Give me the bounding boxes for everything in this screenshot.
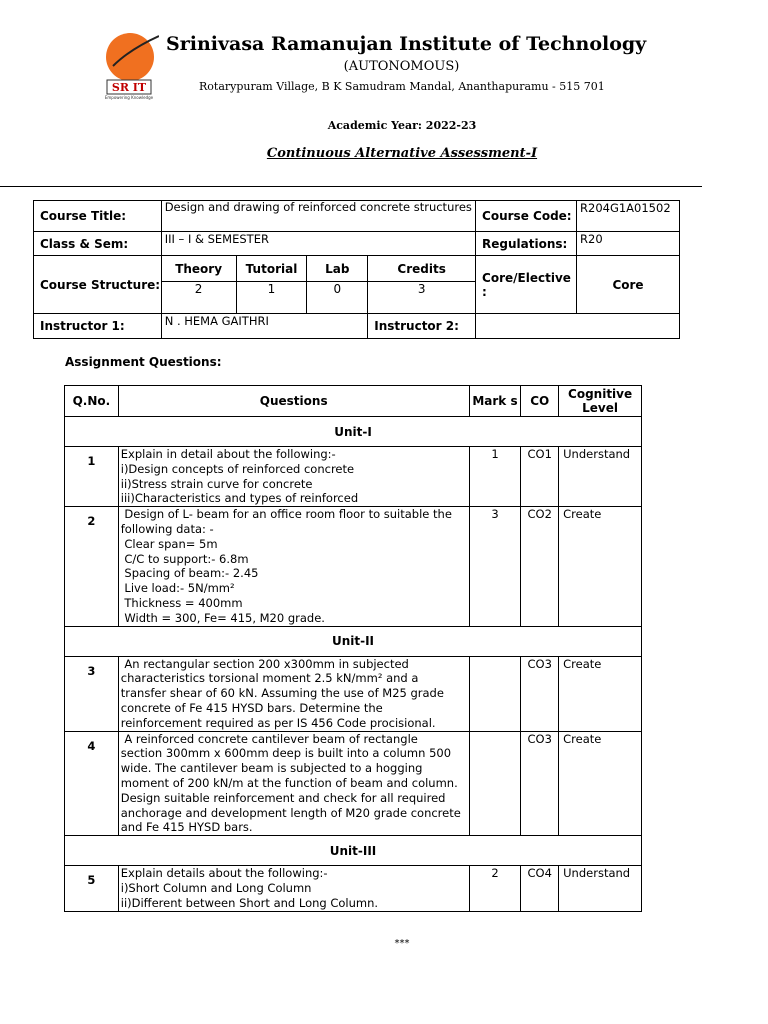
question-number: 5 [65, 866, 119, 911]
structure-value-lab: 0 [307, 282, 368, 314]
regulations-value: R20 [577, 232, 680, 256]
regulations-label: Regulations: [476, 232, 577, 256]
course-title-value: Design and drawing of reinforced concrete structures [161, 201, 475, 232]
institute-address: Rotarypuram Village, B K Samudram Mandal, Ananthapuramu - 515 701 [199, 80, 605, 93]
structure-value-theory: 2 [161, 282, 236, 314]
academic-year: Academic Year: 2022-23 [327, 119, 477, 132]
structure-value-tutorial: 1 [236, 282, 307, 314]
unit-header: Unit-I [65, 417, 642, 447]
question-line: characteristics torsional moment 2.5 kN/mm² and a [120, 671, 419, 686]
header-cognitive-level: Cognitive Level [559, 386, 642, 417]
question-marks: 3 [469, 507, 521, 626]
question-co: CO1 [521, 447, 559, 507]
question-line: Live load:- 5N/mm² [120, 581, 235, 596]
question-row [65, 866, 642, 911]
core-elective-value: Core [577, 256, 680, 314]
question-co: CO3 [521, 656, 559, 731]
question-line: C/C to support:- 6.8m [120, 551, 249, 566]
question-marks [469, 731, 521, 836]
question-co: CO3 [521, 731, 559, 836]
course-code-label: Course Code: [476, 201, 577, 232]
question-line: and Fe 415 HYSD bars. [120, 820, 253, 835]
question-line: Explain in detail about the following:- [120, 447, 336, 461]
questions-table [64, 385, 642, 912]
question-marks: 2 [469, 866, 521, 911]
question-line: A reinforced concrete cantilever beam of rectangle [120, 731, 418, 746]
header-questions: Questions [118, 386, 469, 417]
question-text [118, 447, 469, 507]
course-code-value: R204G1A01502 [577, 201, 680, 232]
structure-header-credits: Credits [368, 256, 476, 282]
assessment-title: Continuous Alternative Assessment-I [266, 146, 538, 161]
header-marks: Mark s [469, 386, 521, 417]
question-line: Explain details about the following:- [120, 866, 328, 881]
question-line: anchorage and development length of M20 grade concrete [120, 805, 461, 820]
logo-text: SR IT [111, 81, 147, 94]
question-number: 1 [65, 447, 119, 507]
question-text [118, 731, 469, 836]
autonomous-label: (AUTONOMOUS) [343, 59, 460, 74]
question-line: reinforcement required as per IS 456 Code procisional. [120, 715, 436, 730]
institute-name: Srinivasa Ramanujan Institute of Technology [166, 33, 647, 55]
question-line: Thickness = 400mm [120, 595, 243, 610]
question-line: i)Design concepts of reinforced concrete [120, 461, 355, 476]
question-row [65, 447, 642, 507]
class-sem-value: III – I & SEMESTER [161, 232, 475, 256]
instructor2-value [476, 314, 680, 339]
header-qno: Q.No. [65, 386, 119, 417]
question-line: An rectangular section 200 x300mm in subjected [120, 656, 409, 671]
header-divider [0, 186, 702, 187]
course-structure-label: Course Structure: [34, 256, 162, 314]
structure-header-lab: Lab [307, 256, 368, 282]
question-text [118, 507, 469, 626]
question-marks: 1 [469, 447, 521, 507]
class-sem-label: Class & Sem: [34, 232, 162, 256]
instructor1-label: Instructor 1: [34, 314, 162, 339]
question-line: Design suitable reinforcement and check for all required [120, 790, 446, 805]
question-cognitive-level: Create [559, 731, 642, 836]
question-number: 4 [65, 731, 119, 836]
question-line: i)Short Column and Long Column [120, 880, 312, 895]
instructor1-value: N . HEMA GAITHRI [161, 314, 368, 339]
question-cognitive-level: Understand [559, 866, 642, 911]
question-row [65, 507, 642, 626]
question-line: ii)Different between Short and Long Column. [120, 895, 379, 910]
structure-header-tutorial: Tutorial [236, 256, 307, 282]
course-info-table [33, 200, 680, 339]
question-co: CO2 [521, 507, 559, 626]
course-title-label: Course Title: [34, 201, 162, 232]
question-marks [469, 656, 521, 731]
unit-header: Unit-III [65, 836, 642, 866]
core-elective-label: Core/Elective : [476, 256, 577, 314]
question-line: ii)Stress strain curve for concrete [120, 476, 313, 491]
question-co: CO4 [521, 866, 559, 911]
question-line: Width = 300, Fe= 415, M20 grade. [120, 610, 325, 625]
question-line: concrete of Fe 415 HYSD bars. Determine the [120, 700, 383, 715]
structure-header-theory: Theory [161, 256, 236, 282]
question-number: 3 [65, 656, 119, 731]
question-cognitive-level: Understand [559, 447, 642, 507]
question-line: Spacing of beam:- 2.45 [120, 566, 259, 581]
question-row [65, 731, 642, 836]
question-line: Clear span= 5m [120, 536, 218, 551]
header-co: CO [521, 386, 559, 417]
instructor2-label: Instructor 2: [368, 314, 476, 339]
question-text [118, 866, 469, 911]
question-line: following data: - [120, 521, 214, 536]
footer-stars: *** [394, 938, 410, 949]
question-line: moment of 200 kN/m at the function of beam and column. [120, 775, 458, 790]
question-text [118, 656, 469, 731]
question-line: section 300mm x 600mm deep is built into a column 500 [120, 746, 452, 761]
logo-tagline: Empowering Knowledge [104, 95, 154, 100]
question-number: 2 [65, 507, 119, 626]
question-line: iii)Characteristics and types of reinforced [120, 491, 359, 506]
question-row [65, 656, 642, 731]
question-line: transfer shear of 60 kN. Assuming the use of M25 grade [120, 686, 444, 701]
assignment-section-title: Assignment Questions: [65, 355, 222, 369]
question-cognitive-level: Create [559, 507, 642, 626]
structure-value-credits: 3 [368, 282, 476, 314]
unit-header: Unit-II [65, 626, 642, 656]
question-line: Design of L- beam for an office room floor to suitable the [120, 507, 452, 522]
question-line: wide. The cantilever beam is subjected to a hogging [120, 761, 423, 776]
question-cognitive-level: Create [559, 656, 642, 731]
